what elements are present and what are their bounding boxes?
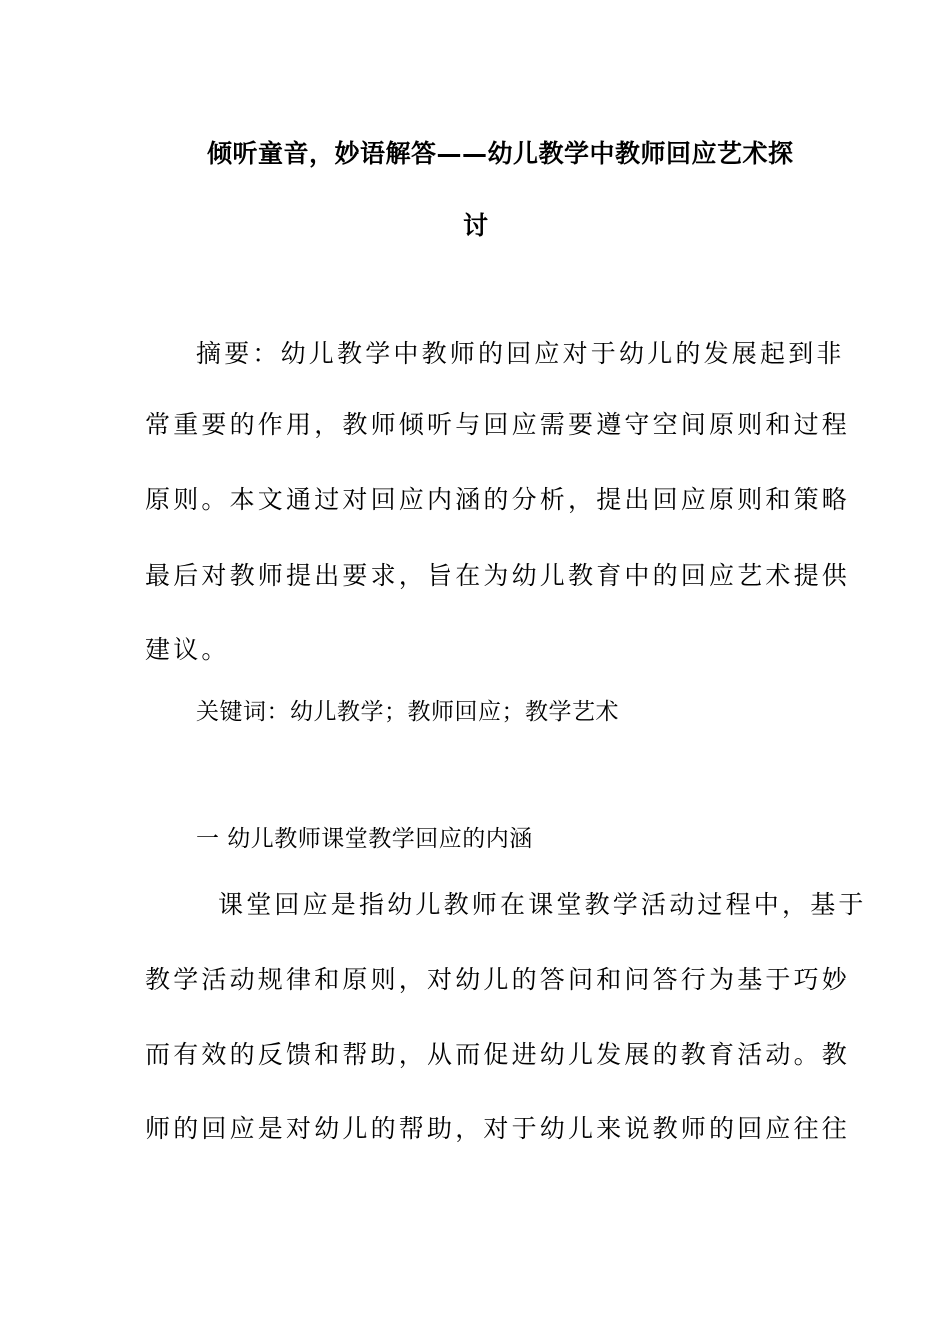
section-body-line: 课堂回应是指幼儿教师在课堂教学活动过程中，基于 [218, 890, 867, 919]
section-body-line: 师的回应是对幼儿的帮助，对于幼儿来说教师的回应往往 [145, 1114, 851, 1143]
section-body-line: 而有效的反馈和帮助，从而促进幼儿发展的教育活动。教 [145, 1040, 851, 1069]
abstract-line: 摘要：幼儿教学中教师的回应对于幼儿的发展起到非 [196, 339, 845, 368]
abstract-line: 原则。本文通过对回应内涵的分析，提出回应原则和策略 [145, 485, 851, 514]
abstract-line: 建议。 [145, 635, 230, 664]
document-title-line-1: 倾听童音，妙语解答——幼儿教学中教师回应艺术探 [207, 139, 794, 168]
section-body-line: 教学活动规律和原则，对幼儿的答问和问答行为基于巧妙 [145, 965, 851, 994]
abstract-line: 常重要的作用，教师倾听与回应需要遵守空间原则和过程 [145, 410, 851, 439]
document-title-line-2: 讨 [463, 211, 489, 240]
abstract-line: 最后对教师提出要求，旨在为幼儿教育中的回应艺术提供 [145, 561, 851, 590]
keywords-line: 关键词：幼儿教学；教师回应；教学艺术 [196, 699, 619, 725]
section-heading: 一 幼儿教师课堂教学回应的内涵 [196, 826, 533, 852]
